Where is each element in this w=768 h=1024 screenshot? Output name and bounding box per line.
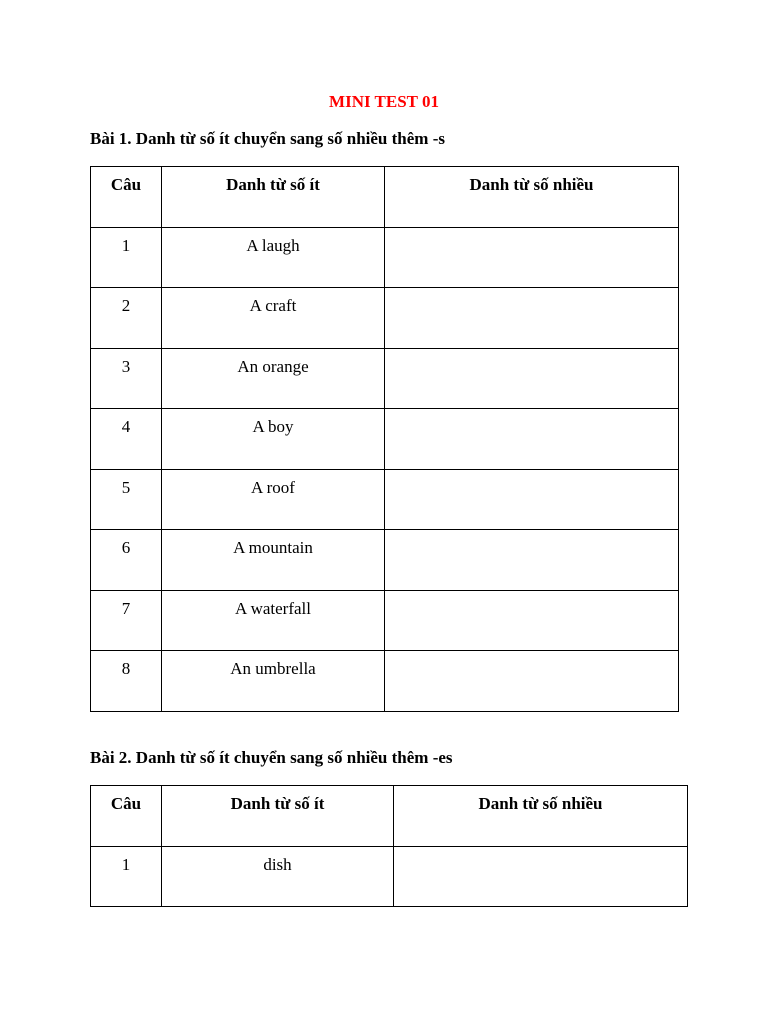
- row-number: 4: [91, 409, 162, 470]
- plural-answer-cell[interactable]: [385, 469, 679, 530]
- table-row: [91, 530, 679, 591]
- plural-answer-cell[interactable]: [394, 846, 688, 907]
- table-header-row: [91, 786, 688, 847]
- singular-noun: An umbrella: [162, 651, 385, 712]
- plural-answer-cell[interactable]: [385, 288, 679, 349]
- row-number: 7: [91, 590, 162, 651]
- exercise-1-heading: Bài 1. Danh từ số ít chuyển sang số nhiều thêm -s: [90, 129, 445, 148]
- exercise-2-table: [90, 785, 688, 907]
- singular-noun: A boy: [162, 409, 385, 470]
- page-title: MINI TEST 01: [329, 92, 439, 111]
- column-header-singular: Danh từ số ít: [162, 167, 385, 228]
- column-header-number: Câu: [91, 786, 162, 847]
- singular-noun: dish: [162, 846, 394, 907]
- plural-answer-cell[interactable]: [385, 590, 679, 651]
- row-number: 6: [91, 530, 162, 591]
- row-number: 2: [91, 288, 162, 349]
- row-number: 1: [91, 846, 162, 907]
- singular-noun: A craft: [162, 288, 385, 349]
- column-header-number: Câu: [91, 167, 162, 228]
- table-row: [91, 846, 688, 907]
- table-row: [91, 348, 679, 409]
- singular-noun: A roof: [162, 469, 385, 530]
- table-row: [91, 409, 679, 470]
- table-header-row: [91, 167, 679, 228]
- row-number: 1: [91, 227, 162, 288]
- exercise-2-heading: Bài 2. Danh từ số ít chuyển sang số nhiều thêm -es: [90, 748, 453, 767]
- row-number: 5: [91, 469, 162, 530]
- singular-noun: A laugh: [162, 227, 385, 288]
- column-header-plural: Danh từ số nhiều: [394, 786, 688, 847]
- row-number: 3: [91, 348, 162, 409]
- exercise-1-table: [90, 166, 679, 712]
- table-row: [91, 590, 679, 651]
- singular-noun: A mountain: [162, 530, 385, 591]
- column-header-singular: Danh từ số ít: [162, 786, 394, 847]
- singular-noun: An orange: [162, 348, 385, 409]
- plural-answer-cell[interactable]: [385, 651, 679, 712]
- table-row: [91, 469, 679, 530]
- singular-noun: A waterfall: [162, 590, 385, 651]
- table-row: [91, 227, 679, 288]
- table-row: [91, 651, 679, 712]
- table-row: [91, 288, 679, 349]
- row-number: 8: [91, 651, 162, 712]
- plural-answer-cell[interactable]: [385, 227, 679, 288]
- column-header-plural: Danh từ số nhiều: [385, 167, 679, 228]
- plural-answer-cell[interactable]: [385, 530, 679, 591]
- plural-answer-cell[interactable]: [385, 348, 679, 409]
- plural-answer-cell[interactable]: [385, 409, 679, 470]
